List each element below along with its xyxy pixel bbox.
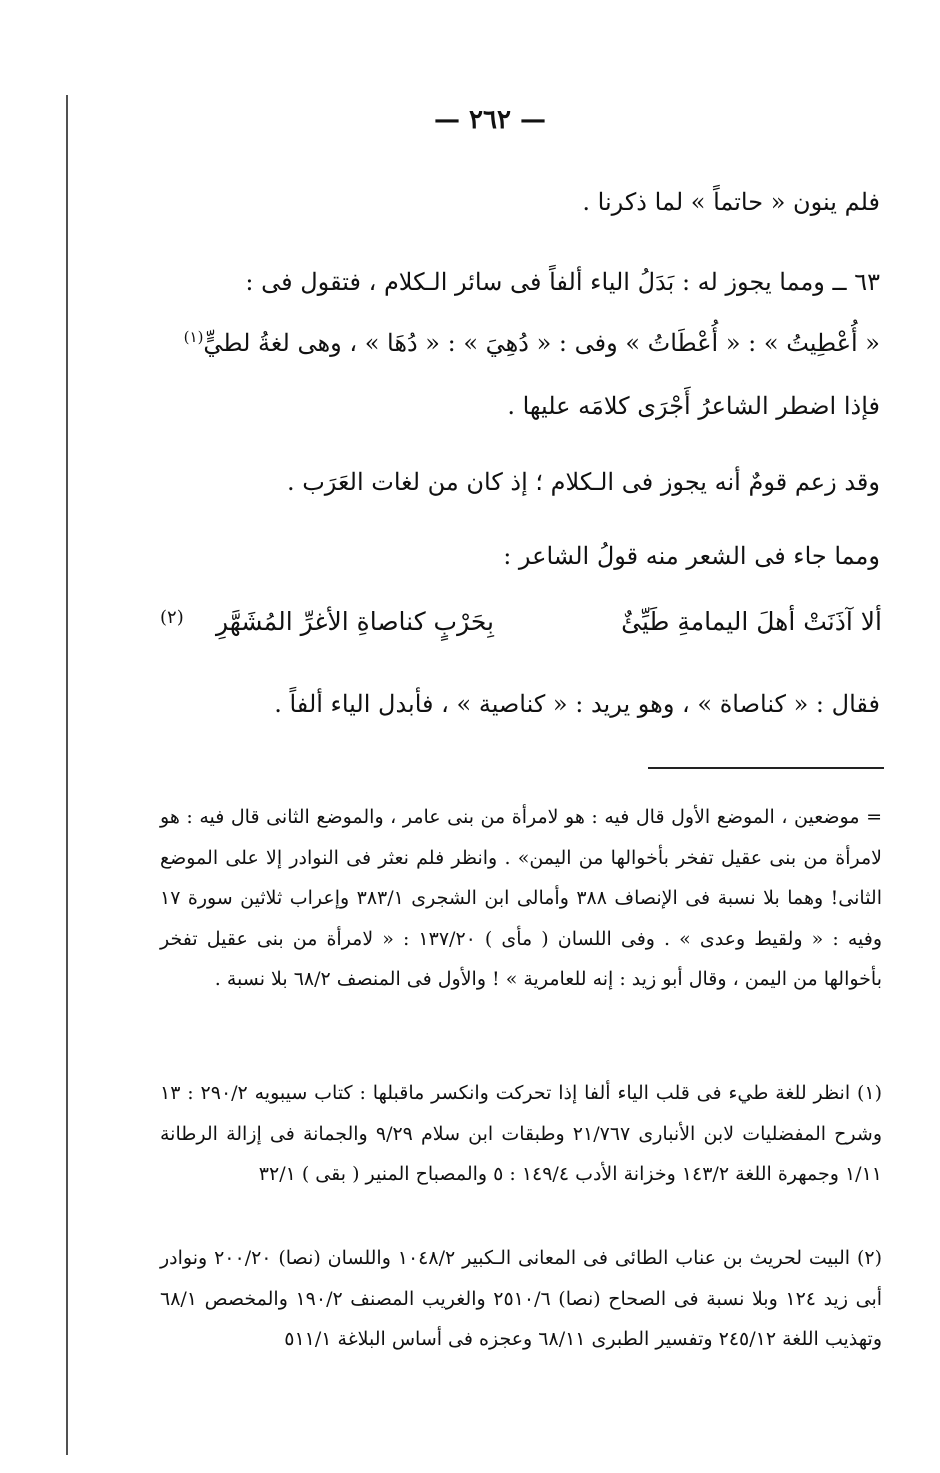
body-line-1: فلم ينون « حاتماً » لما ذكرنا . xyxy=(582,188,880,216)
body-line-2: ٦٣ ــ ومما يجوز له : بَدَلُ الياء ألفاً فى سائر الـكلام ، فتقول فى : xyxy=(245,268,880,296)
body-line-8: فقال : « كناصاة » ، وهو يريد : « كناصية » ، فأبدل الياء ألفاً . xyxy=(274,690,880,718)
verse-line xyxy=(160,607,882,649)
footnote-2: (٢) البيت لحريث بن عناب الطائى فى المعانى الـكبير ١٠٤٨/٢ واللسان (نصا) ٢٠٠/٢٠ ونوادر أبى زيد ١٢٤ وبلا نسبة فى الصحاح (نصا) ٢٥١٠/٦ والغريب المصنف ١٩٠/٢ والمخصص ٦٨/١ وتهذيب اللغة ٢٤٥/١٢ وتفسير الطبرى ٦٨/١١ وعجزه فى أساس البلاغة ٥١١/١ xyxy=(160,1247,883,1350)
footnote-ref-1: (١) xyxy=(183,328,204,346)
page-number: — ٢٦٢ — xyxy=(433,105,547,135)
footnote-1: (١) انظر للغة طيء فى قلب الياء ألفا إذا تحركت وانكسر ماقبلها : كتاب سيبويه ٢٩٠/٢ : ١٣ وشرح المفضليات لابن الأنبارى ٢١/٧٦٧ وطبقات ابن سلام ٩/٢٩ والجمانة فى إزالة الرطانة ١/١١ وجمهرة اللغة ١٤٣/٢ وخزانة الأدب ١٤٩/٤ : ٥ والمصباح المنير ( بقى ) ٣٢/١ xyxy=(160,1082,883,1185)
binding-margin-line xyxy=(66,95,68,1455)
footnote-separator xyxy=(648,767,884,769)
body-line-6: ومما جاء فى الشعر منه قولُ الشاعر : xyxy=(503,542,880,570)
body-line-5: وقد زعم قومٌ أنه يجوز فى الـكلام ؛ إذ كان من لغات العَرَب . xyxy=(286,468,880,496)
body-line-3-text: « أُعْطِيتُ » : « أُعْطَاتُ » وفى : « دُهِيَ » : « دُهَا » ، وهى لغةُ لطيٍّ xyxy=(203,329,880,357)
body-line-4: فإذا اضطر الشاعرُ أَجْرَى كلامَه عليها . xyxy=(507,392,880,420)
verse-first-hemistich: ألا آذَنَتْ أهلَ اليمامةِ طَيِّئٌ xyxy=(621,607,882,636)
footnote-ref-2: (٢) xyxy=(160,607,184,628)
footnote-continuation: = موضعين ، الموضع الأول قال فيه : هو لامرأة من بنى عامر ، والموضع الثانى قال فيه : هو لامرأة من بنى عقيل تفخر بأخوالها من اليمن» . وانظر فلم نعثر فى النوادر إلا على الموضع الثانى! وهما بلا نسبة فى الإنصاف ٣٨٨ وأمالى ابن الشجرى ٣٨٣/١ وإعراب ثلاثين سورة ١٧ وفيه : « ولقيط وعدى » . وفى اللسان ( مأى ) ١٣٧/٢٠ : « لامرأة من بنى عقيل تفخر بأخوالها من اليمن ، وقال أبو زيد : إنه للعامرية » ! والأول فى المنصف ٦٨/٢ بلا نسبة . xyxy=(160,806,882,990)
body-line-3 xyxy=(160,328,880,358)
verse-second-hemistich: بِحَرْبٍ كناصاةِ الأغرِّ المُشَهَّرِ xyxy=(216,607,494,636)
